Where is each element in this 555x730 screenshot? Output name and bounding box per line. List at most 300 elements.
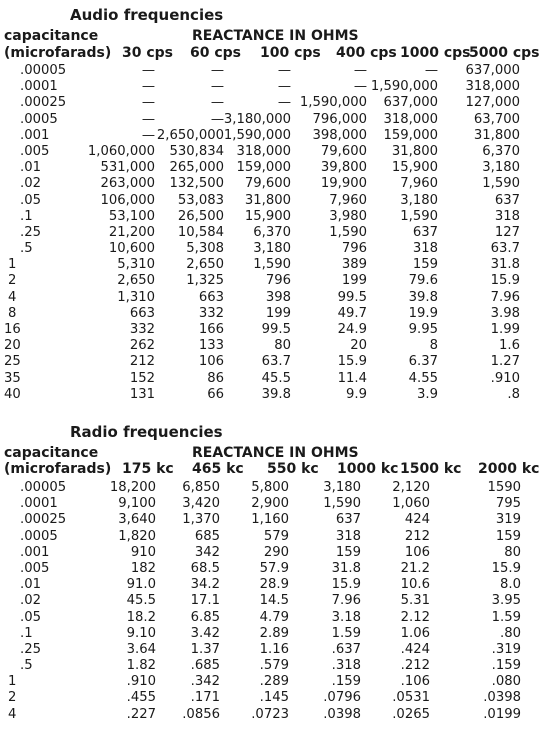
reactance-cell: 1,590 [400,208,438,224]
reactance-cell: 21.2 [400,560,430,576]
radio-freq-header-1500kc: 1500 kc [400,461,462,477]
table-row [0,354,555,370]
reactance-cell: 1,310 [117,289,155,305]
radio-section-title: Radio frequencies [70,423,223,441]
reactance-cell: 1,590,000 [223,127,291,143]
reactance-cell: 199 [341,273,367,289]
capacitance-cell: .25 [20,641,41,657]
table-row [0,480,555,496]
reactance-cell: 80 [504,544,521,560]
capacitance-cell: .01 [20,160,41,176]
reactance-cell: 1,590 [323,496,361,512]
capacitance-cell: .0001 [20,79,58,95]
audio-freq-header-30cps: 30 cps [122,45,174,61]
capacitance-cell: .00025 [20,95,67,111]
reactance-cell: 530,834 [169,143,224,159]
capacitance-cell: .5 [20,241,33,257]
reactance-cell: 159,000 [383,127,438,143]
radio-freq-header-465kc: 465 kc [192,461,244,477]
reactance-cell: — [141,127,155,143]
reactance-cell: 3,640 [118,512,156,528]
reactance-cell: .289 [259,674,289,690]
table-row [0,529,555,545]
reactance-cell: 5,308 [186,241,224,257]
capacitance-cell: 4 [8,289,17,305]
table-row [0,626,555,642]
reactance-cell: 19,900 [320,176,367,192]
reactance-cell: 9.95 [408,322,438,337]
reactance-cell: 5,800 [251,480,289,495]
reactance-cell: 132,500 [169,176,224,192]
reactance-cell: 39.8 [408,289,438,305]
reactance-cell: 579 [263,528,289,544]
reactance-cell: 31,800 [391,143,438,159]
reactance-cell: 2,900 [251,496,289,512]
reactance-cell: 3,180,000 [223,111,291,127]
reactance-cell: 1,590 [482,176,520,192]
reactance-cell: 39.8 [261,386,291,402]
reactance-cell: — [424,63,438,78]
reactance-cell: 1,590 [329,224,367,240]
reactance-cell: 3.18 [331,609,361,625]
capacitance-cell: .001 [20,544,50,560]
reactance-cell: 1.27 [490,354,520,370]
table-row [0,193,555,209]
table-row [0,322,555,338]
reactance-cell: 34.2 [190,577,220,593]
reactance-cell: .318 [331,658,361,674]
capacitance-cell: .00005 [20,480,67,495]
capacitance-cell: .05 [20,609,41,625]
reactance-cell: 91.0 [126,577,156,593]
reactance-cell: 19.9 [408,305,438,321]
reactance-cell: .910 [490,370,520,386]
reactance-cell: .0398 [323,706,361,722]
reactance-cell: 17.1 [190,593,220,609]
reactance-cell: 45.5 [261,370,291,386]
reactance-cell: 9.10 [126,625,156,641]
reactance-cell: 159 [495,528,521,544]
capacitance-cell: .02 [20,593,41,609]
reactance-cell: 49.7 [337,305,367,321]
reactance-cell: 1.37 [190,641,220,657]
radio-freq-header-1000kc: 1000 kc [337,461,399,477]
reactance-cell: .0199 [483,706,521,722]
reactance-cell: .227 [126,706,156,722]
capacitance-cell: 1 [8,257,17,273]
reactance-cell: 796 [341,241,367,257]
table-row [0,707,555,723]
capacitance-cell: 1 [8,674,17,690]
reactance-cell: .0531 [392,690,430,706]
reactance-cell: — [353,79,367,95]
reactance-cell: 9.9 [346,386,367,402]
reactance-cell: 79,600 [320,143,367,159]
reactance-cell: 127 [494,224,520,240]
reactance-cell: 3,980 [329,208,367,224]
table-row [0,371,555,387]
table-row [0,658,555,674]
radio-microfarads-label: (microfarads) [4,461,112,477]
reactance-cell: 4.55 [408,370,438,386]
reactance-cell: 389 [341,257,367,273]
table-row [0,79,555,95]
reactance-cell: 26,500 [177,208,224,224]
reactance-cell: 7.96 [490,289,520,305]
reactance-cell: .080 [491,674,521,690]
table-row [0,160,555,176]
reactance-cell: 10.6 [400,577,430,593]
radio-reactance-table [0,480,555,723]
capacitance-cell: 20 [4,338,21,354]
reactance-cell: 5.31 [400,593,430,609]
audio-freq-header-60cps: 60 cps [190,45,242,61]
reactance-cell: 3,180 [253,241,291,257]
reactance-cell: 28.9 [259,577,289,593]
reactance-cell: 637 [494,192,520,208]
reactance-cell: .319 [491,641,521,657]
reactance-cell: — [141,79,155,95]
reactance-cell: 15.9 [491,560,521,576]
reactance-cell: 159 [412,257,438,273]
reactance-cell: — [210,111,224,127]
reactance-cell: 6.37 [408,354,438,370]
table-row [0,545,555,561]
reactance-cell: 182 [130,560,156,576]
reactance-cell: 31.8 [490,257,520,273]
reactance-cell: 319 [495,512,521,528]
reactance-cell: 6,850 [182,480,220,495]
table-row [0,338,555,354]
reactance-cell: 63.7 [261,354,291,370]
table-row [0,610,555,626]
capacitance-cell: .1 [20,208,33,224]
reactance-cell: 318 [412,241,438,257]
reactance-cell: 3.42 [190,625,220,641]
reactance-cell: 10,600 [108,241,155,257]
audio-microfarads-label: (microfarads) [4,45,112,61]
reactance-cell: 15.9 [490,273,520,289]
reactance-cell: 1,370 [182,512,220,528]
reactance-cell: 1.99 [490,322,520,337]
table-row [0,241,555,257]
reactance-cell: 332 [198,305,224,321]
reactance-cell: — [210,63,224,78]
reactance-cell: 1,325 [186,273,224,289]
reactance-cell: .0796 [323,690,361,706]
reactance-cell: 3,180 [323,480,361,495]
table-row [0,225,555,241]
reactance-cell: .455 [126,690,156,706]
reactance-cell: 2,650 [186,257,224,273]
reactance-cell: 663 [198,289,224,305]
reactance-cell: 332 [129,322,155,337]
table-row [0,176,555,192]
reactance-cell: 159 [335,544,361,560]
reactance-cell: 199 [265,305,291,321]
reactance-cell: 63,700 [473,111,520,127]
table-row [0,512,555,528]
reactance-cell: 1590 [487,480,521,495]
reactance-cell: 795 [495,496,521,512]
table-row [0,306,555,322]
reactance-cell: 15.9 [337,354,367,370]
table-row [0,144,555,160]
reactance-cell: 6,370 [253,224,291,240]
reactance-cell: 3,180 [400,192,438,208]
table-row [0,593,555,609]
reactance-cell: 15.9 [331,577,361,593]
capacitance-cell: 25 [4,354,21,370]
radio-capacitance-label: capacitance [4,445,99,461]
reactance-cell: — [141,63,155,78]
reactance-cell: 31.8 [331,560,361,576]
reactance-cell: 212 [404,528,430,544]
reactance-cell: 6.85 [190,609,220,625]
reactance-cell: .637 [331,641,361,657]
capacitance-cell: .005 [20,143,50,159]
reactance-cell: 53,100 [108,208,155,224]
capacitance-cell: .0005 [20,528,58,544]
reactance-cell: 131 [129,386,155,402]
reactance-cell: 262 [129,338,155,354]
audio-freq-header-5000cps: 5000 cps [469,45,540,61]
reactance-cell: 263,000 [100,176,155,192]
audio-freq-header-100cps: 100 cps [260,45,321,61]
reactance-cell: .685 [190,658,220,674]
reactance-cell: 910 [130,544,156,560]
reactance-cell: .0856 [182,706,220,722]
reactance-cell: 133 [198,338,224,354]
reactance-cell: 68.5 [190,560,220,576]
capacitance-cell: 35 [4,370,21,386]
reactance-cell: 796 [265,273,291,289]
reactance-cell: 18.2 [126,609,156,625]
audio-capacitance-label: capacitance [4,28,99,44]
table-row [0,209,555,225]
capacitance-cell: .0001 [20,496,58,512]
reactance-cell: 106,000 [100,192,155,208]
table-row [0,128,555,144]
reactance-cell: 685 [194,528,220,544]
reactance-cell: 5,310 [117,257,155,273]
reactance-cell: .80 [500,625,521,641]
reactance-cell: 8.0 [500,577,521,593]
reactance-cell: .8 [507,386,520,402]
reactance-cell: 3.9 [417,386,438,402]
reactance-cell: 66 [207,386,224,402]
reactance-cell: 7,960 [400,176,438,192]
reactance-cell: 39,800 [320,160,367,176]
reactance-cell: 212 [129,354,155,370]
table-row [0,290,555,306]
audio-freq-header-1000cps: 1000 cps [400,45,471,61]
radio-reactance-heading: REACTANCE IN OHMS [192,445,359,461]
reactance-cell: 1,160 [251,512,289,528]
reactance-cell: 18,200 [109,480,156,495]
reactance-cell: 663 [129,305,155,321]
table-row [0,387,555,403]
reactance-cell: .145 [259,690,289,706]
capacitance-cell: .01 [20,577,41,593]
reactance-cell: 127,000 [465,95,520,111]
reactance-cell: 99.5 [261,322,291,337]
reactance-cell: .212 [400,658,430,674]
audio-section-title: Audio frequencies [70,6,224,24]
reactance-cell: 398 [265,289,291,305]
table-row [0,690,555,706]
capacitance-cell: .0005 [20,111,58,127]
reactance-cell: .159 [331,674,361,690]
reactance-cell: 290 [263,544,289,560]
reactance-cell: 1,060 [392,496,430,512]
table-row [0,95,555,111]
reactance-cell: 7,960 [329,192,367,208]
table-row [0,561,555,577]
reactance-cell: 15,900 [244,208,291,224]
reactance-cell: 9,100 [118,496,156,512]
reactance-cell: 152 [129,370,155,386]
reactance-cell: 106 [198,354,224,370]
audio-freq-header-400cps: 400 cps [336,45,397,61]
reactance-cell: 398,000 [312,127,367,143]
reactance-cell: 1,820 [118,528,156,544]
capacitance-cell: 2 [8,690,17,706]
reactance-cell: 15,900 [391,160,438,176]
reactance-cell: 106 [404,544,430,560]
reactance-cell: — [141,95,155,111]
capacitance-cell: .02 [20,176,41,192]
reactance-cell: 86 [207,370,224,386]
reactance-cell: 4.79 [259,609,289,625]
radio-freq-header-175kc: 175 kc [122,461,174,477]
radio-freq-header-550kc: 550 kc [267,461,319,477]
reactance-cell: 637,000 [465,63,520,78]
reactance-cell: 14.5 [259,593,289,609]
reactance-cell: 318 [494,208,520,224]
reactance-cell: 318,000 [236,143,291,159]
reactance-cell: 159,000 [236,160,291,176]
reactance-cell: 11.4 [337,370,367,386]
reactance-cell: 342 [194,544,220,560]
reactance-cell: 31,800 [473,127,520,143]
table-row [0,273,555,289]
reactance-cell: 80 [274,338,291,354]
capacitance-cell: .5 [20,658,33,674]
reactance-cell: 31,800 [244,192,291,208]
reactance-cell: 3.95 [491,593,521,609]
reactance-cell: 1.82 [126,658,156,674]
reactance-cell: 424 [404,512,430,528]
reactance-cell: 79,600 [244,176,291,192]
capacitance-cell: .005 [20,560,50,576]
reactance-cell: 53,083 [177,192,224,208]
reactance-cell: 3.98 [490,305,520,321]
reactance-cell: 1,590 [253,257,291,273]
reactance-cell: 1.06 [400,625,430,641]
table-row [0,577,555,593]
reactance-cell: 1.59 [491,609,521,625]
capacitance-cell: 2 [8,273,17,289]
reactance-cell: 3,420 [182,496,220,512]
capacitance-cell: .00005 [20,63,67,78]
table-row [0,642,555,658]
reactance-cell: 1.59 [331,625,361,641]
reactance-cell: .910 [126,674,156,690]
capacitance-cell: 4 [8,706,17,722]
capacitance-cell: .001 [20,127,50,143]
capacitance-cell: .25 [20,224,41,240]
reactance-cell: 531,000 [100,160,155,176]
reactance-cell: 99.5 [337,289,367,305]
reactance-cell: 318 [335,528,361,544]
reactance-cell: — [141,111,155,127]
reactance-cell: — [353,63,367,78]
reactance-cell: 637 [412,224,438,240]
reactance-cell: 2,650,000 [156,127,224,143]
capacitance-cell: .1 [20,625,33,641]
reactance-cell: 166 [198,322,224,337]
reactance-cell: 21,200 [108,224,155,240]
reactance-cell: 796,000 [312,111,367,127]
reactance-cell: .106 [400,674,430,690]
reactance-cell: .159 [491,658,521,674]
capacitance-cell: .00025 [20,512,67,528]
radio-freq-header-2000kc: 2000 kc [478,461,540,477]
capacitance-cell: 16 [4,322,21,337]
reactance-cell: .0265 [392,706,430,722]
audio-reactance-heading: REACTANCE IN OHMS [192,28,359,44]
reactance-cell: 1,590,000 [299,95,367,111]
capacitance-cell: 40 [4,386,21,402]
reactance-cell: 637 [335,512,361,528]
reactance-cell: 20 [350,338,367,354]
reactance-cell: — [277,95,291,111]
reactance-cell: 10,584 [177,224,224,240]
reactance-cell: 2,650 [117,273,155,289]
table-row [0,674,555,690]
reactance-cell: 3.64 [126,641,156,657]
reactance-cell: 318,000 [383,111,438,127]
capacitance-cell: .05 [20,192,41,208]
reactance-cell: 2.89 [259,625,289,641]
reactance-cell: .424 [400,641,430,657]
table-row [0,112,555,128]
reactance-cell: 3,180 [482,160,520,176]
reactance-cell: 79.6 [408,273,438,289]
table-row [0,257,555,273]
audio-reactance-table [0,63,555,403]
reactance-cell: .579 [259,658,289,674]
reactance-cell: .171 [190,690,220,706]
reactance-cell: 2.12 [400,609,430,625]
reactance-cell: 8 [429,338,438,354]
reactance-cell: — [277,63,291,78]
reactance-cell: 1,590,000 [370,79,438,95]
reactance-cell: — [277,79,291,95]
capacitance-cell: 8 [8,305,17,321]
reactance-cell: 637,000 [383,95,438,111]
reactance-cell: 6,370 [482,143,520,159]
reactance-cell: 1.16 [259,641,289,657]
reactance-cell: 1,060,000 [87,143,155,159]
reactance-cell: 57.9 [259,560,289,576]
reactance-cell: 2,120 [392,480,430,495]
reactance-cell: .0723 [251,706,289,722]
reactance-cell: 7.96 [331,593,361,609]
reactance-cell: 1.6 [499,338,520,354]
reactance-cell: 24.9 [337,322,367,337]
